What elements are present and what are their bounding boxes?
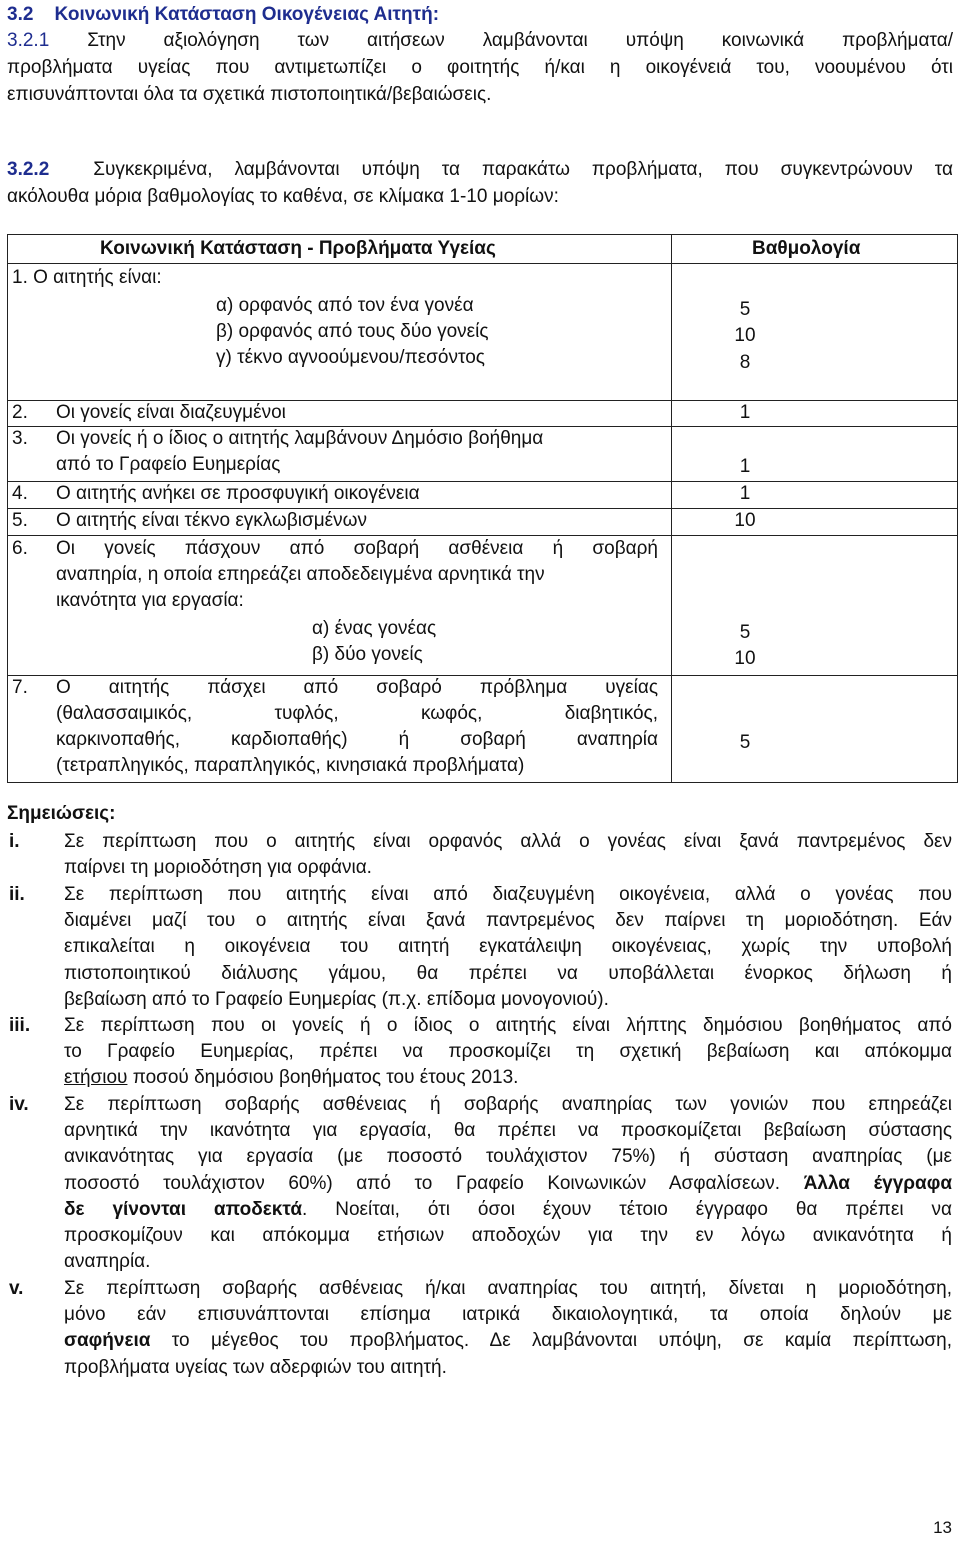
note-i: Σε περίπτωση που ο αιτητής είναι ορφανός αλλά ο γονέας είναι ξανά παντρεμένος δεν παίρνει τη μοριοδότηση για ορφάνια.	[64, 831, 952, 879]
table-row: 5. Ο αιτητής είναι τέκνο εγκλωβισμένων 10	[8, 509, 958, 536]
note-label: iv.	[9, 1094, 29, 1115]
table-header-right: Βαθμολογία	[672, 235, 958, 264]
para-3-2-1-line1: 3.2.1 Στην αξιολόγηση των αιτήσεων λαμβάνονται υπόψη κοινωνικά προβλήματα/	[7, 30, 953, 51]
table-row: 7. Ο αιτητής πάσχει από σοβαρό πρόβλημα υγείας (θαλασσαιμικός, τυφλός, κωφός, διαβητικός, καρκινοπαθής, καρδιοπαθής) ή σοβαρή αναπηρία (τετραπληγικός, παραπληγικός, κινησιακά προβλήματα) 5	[8, 676, 958, 783]
scoring-table	[7, 234, 958, 783]
table-row: 6. Οι γονείς πάσχουν από σοβαρή ασθένεια ή σοβαρή αναπηρία, η οποία επηρεάζει αποδεδειγμένα αρνητικά την ικανότητα για εργασία: α) ένας γονέας β) δύο γονείς 5 10	[8, 536, 958, 676]
para-3-2-2-line2: ακόλουθα μόρια βαθμολογίας το καθένα, σε κλίμακα 1-10 μορίων:	[7, 186, 559, 207]
note-label: ii.	[9, 884, 25, 905]
note-label: v.	[9, 1278, 24, 1299]
page-number: 13	[933, 1518, 952, 1537]
note-ii: Σε περίπτωση που αιτητής είναι από διαζευγμένη οικογένεια, αλλά ο γονέας που διαμένει μαζί του ο αιτητής είναι ξανά παντρεμένος δεν παίρνει τη μοριοδότηση. Εάν επικαλείται η οικογένεια του αιτητή εγκατάλειψη οικογένειας, χωρίς την υποβολή πιστοποιητικού διάλυσης γάμου, θα πρέπει να υποβάλλεται ένορκος δήλωση ή βεβαίωση από το Γραφείο Ευημερίας (π.χ. επίδομα μονογονιού).	[64, 884, 952, 1010]
table-row: 3. Οι γονείς ή ο ίδιος ο αιτητής λαμβάνουν Δημόσιο βοήθημα από το Γραφείο Ευημερίας 1	[8, 427, 958, 482]
table-row: 1. Ο αιτητής είναι: α) ορφανός από τον ένα γονέα β) ορφανός από τους δύο γονείς γ) τέκνο αγνοούμενου/πεσόντος 5 10 8	[8, 264, 958, 401]
note-v: Σε περίπτωση σοβαρής ασθένειας ή/και αναπηρίας του αιτητή, δίνεται η μοριοδότηση, μόνο εάν επισυνάπτονται επίσημα ιατρικά δικαιολογητικά, τα οποία δηλούν με σαφήνεια το μέγεθος του προβλήματος. Δε λαμβάνονται υπόψη, σε καμία περίπτωση, προβλήματα υγείας των αδερφιών του αιτητή.	[64, 1278, 952, 1378]
para-number: 3.2.2	[7, 159, 50, 180]
section-heading	[7, 2, 953, 28]
para-3-2-2-line1: 3.2.2 Συγκεκριμένα, λαμβάνονται υπόψη τα παρακάτω προβλήματα, που συγκεντρώνουν τα	[7, 159, 953, 180]
notes-title: Σημειώσεις:	[7, 803, 116, 824]
section-number: 3.2	[7, 4, 34, 25]
note-iv: Σε περίπτωση σοβαρής ασθένειας ή σοβαρής αναπηρίας των γονιών που επηρεάζει αρνητικά την ικανότητα για εργασία, θα πρέπει να προσκομίζεται βεβαίωση σύστασης ανικανότητας για εργασία (με ποσοστό τουλάχιστον 75%) ή σύσταση αναπηρίας (με ποσοστό τουλάχιστον 60%) από το Γραφείο Κοινωνικών Ασφαλίσεων. Άλλα έγγραφα δε γίνονται αποδεκτά. Νοείται, ότι όσοι έχουν τέτοιο έγγραφο θα πρέπει να προσκομίζουν και απόκομμα ετήσιων αποδοχών για την εν λόγω ανικανότητα ή αναπηρία.	[64, 1094, 953, 1273]
note-label: i.	[9, 831, 20, 852]
table-header-left: Κοινωνική Κατάσταση - Προβλήματα Υγείας	[8, 235, 672, 264]
para-3-2-1-line2: προβλήματα υγείας που αντιμετωπίζει ο φοιτητής ή/και η οικογένειά του, νοουμένου ότι	[7, 57, 953, 78]
para-number: 3.2.1	[7, 30, 50, 51]
para-3-2-1-line3: επισυνάπτονται όλα τα σχετικά πιστοποιητικά/βεβαιώσεις.	[7, 84, 492, 105]
note-iii: Σε περίπτωση που οι γονείς ή ο ίδιος ο αιτητής είναι λήπτης δημόσιου βοηθήματος από το Γραφείο Ευημερίας, πρέπει να προσκομίζει τη σχετική βεβαίωση και απόκομμα ετήσιου ποσού δημόσιου βοηθήματος του έτους 2013.	[64, 1015, 952, 1089]
section-title: Κοινωνική Κατάσταση Οικογένειας Αιτητή:	[54, 4, 440, 25]
table-row: 4. Ο αιτητής ανήκει σε προσφυγική οικογένεια 1	[8, 482, 958, 509]
table-row: 2. Οι γονείς είναι διαζευγμένοι 1	[8, 401, 958, 427]
note-label: iii.	[9, 1015, 31, 1036]
